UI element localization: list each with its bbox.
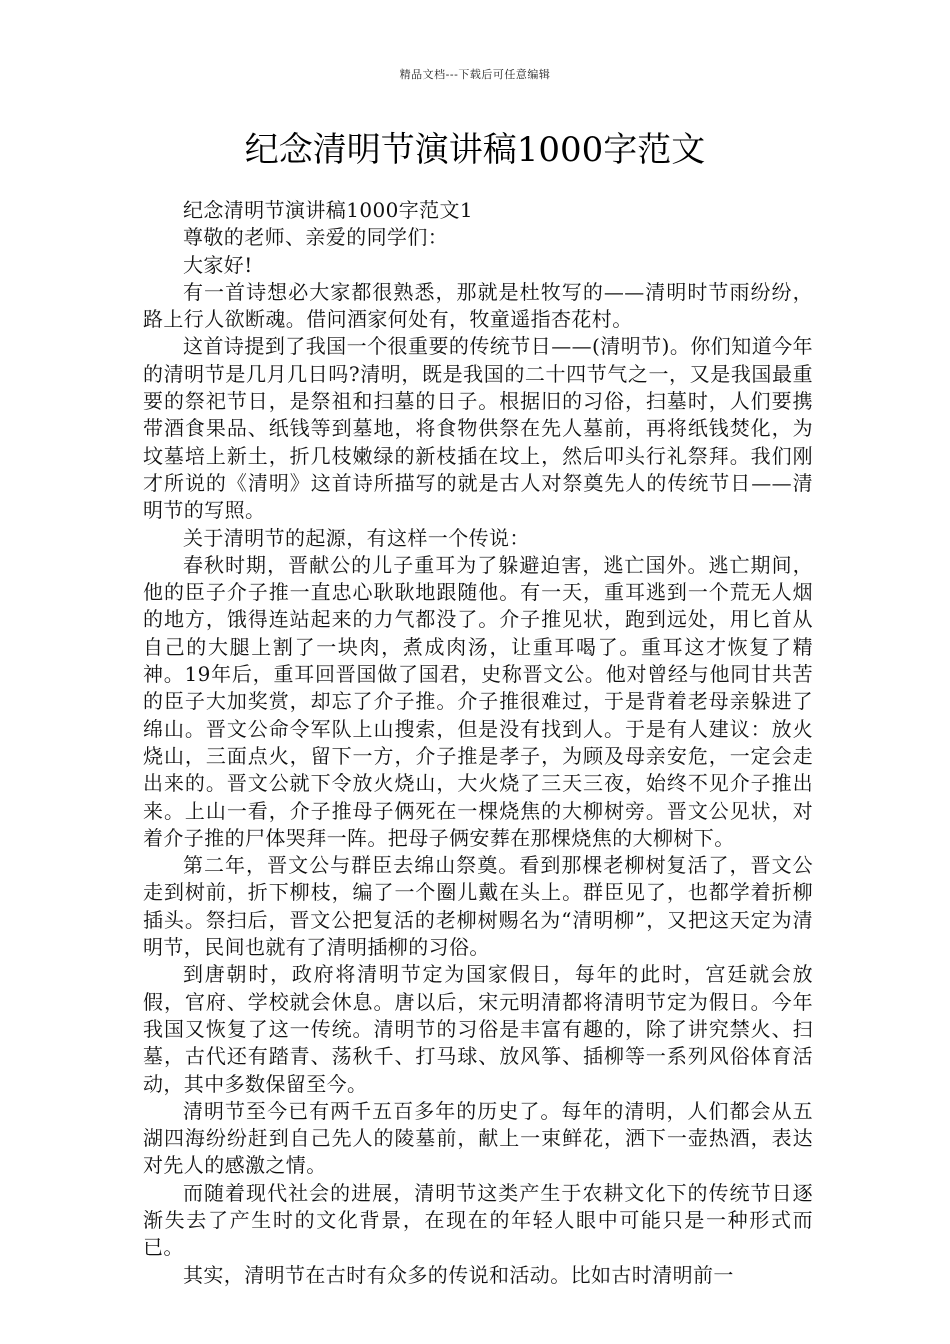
paragraph-origin-lead: 关于清明节的起源，有这样一个传说： <box>183 525 530 550</box>
paragraph-poem: 有一首诗想必大家都很熟悉，那就是杜牧写的——清明时节雨纷纷，路上行人欲断魂。借问酒家何处有，牧童遥指杏花村。 <box>143 279 813 332</box>
header-note: 精品文档---下载后可任意编辑 <box>399 68 551 81</box>
paragraph-greeting: 大家好! <box>183 252 253 277</box>
document-body <box>143 197 813 1289</box>
paragraph-festival-intro: 这首诗提到了我国一个很重要的传统节日——(清明节)。你们知道今年的清明节是几月几日吗?清明，既是我国的二十四节气之一，又是我国最重要的祭祀节日，是祭祖和扫墓的日子。根据旧的习俗，扫墓时，人们要携带酒食果品、纸钱等到墓地，将食物供祭在先人墓前，再将纸钱焚化，为坟墓培上新土，折几枝嫩绿的新枝插在坟上，然后叩头行礼祭拜。我们刚才所说的《清明》这首诗所描写的就是古人对祭奠先人的传统节日——清明节的写照。 <box>143 334 813 523</box>
paragraph-legend: 春秋时期，晋献公的儿子重耳为了躲避迫害，逃亡国外。逃亡期间，他的臣子介子推一直忠心耿耿地跟随他。有一天，重耳逃到一个荒无人烟的地方，饿得连站起来的力气都没了。介子推见状，跑到远处，用匕首从自己的大腿上割了一块肉，煮成肉汤，让重耳喝了。重耳这才恢复了精神。19年后，重耳回晋国做了国君，史称晋文公。他对曾经与他同甘共苦的臣子大加奖赏，却忘了介子推。介子推很难过，于是背着老母亲躲进了绵山。晋文公命令军队上山搜索，但是没有找到人。于是有人建议：放火烧山，三面点火，留下一方，介子推是孝子，为顾及母亲安危，一定会走出来的。晋文公就下令放火烧山，大火烧了三天三夜，始终不见介子推出来。上山一看，介子推母子俩死在一棵烧焦的大柳树旁。晋文公见状，对着介子推的尸体哭拜一阵。把母子俩安葬在那棵烧焦的大柳树下。 <box>143 552 813 850</box>
paragraph-willow: 第二年，晋文公与群臣去绵山祭奠。看到那棵老柳树复活了，晋文公走到树前，折下柳枝，编了一个圈儿戴在头上。群臣见了，也都学着折柳插头。祭扫后，晋文公把复活的老柳树赐名为“清明柳”，又把这天定为清明节，民间也就有了清明插柳的习俗。 <box>143 853 813 960</box>
document-title: 纪念清明节演讲稿1000字范文 <box>244 130 706 170</box>
paragraph-tang-dynasty: 到唐朝时，政府将清明节定为国家假日，每年的此时，宫廷就会放假，官府、学校就会休息。唐以后，宋元明清都将清明节定为假日。今年我国又恢复了这一传统。清明节的习俗是丰富有趣的，除了讲究禁火、扫墓，古代还有踏青、荡秋千、打马球、放风筝、插柳等一系列风俗体育活动，其中多数保留至今。 <box>143 962 813 1096</box>
paragraph-subtitle: 纪念清明节演讲稿1000字范文1 <box>183 198 474 222</box>
paragraph-history: 清明节至今已有两千五百多年的历史了。每年的清明，人们都会从五湖四海纷纷赶到自己先人的陵墓前，献上一束鲜花，洒下一壶热酒，表达对先人的感激之情。 <box>143 1098 813 1178</box>
paragraph-ancient-activities: 其实，清明节在古时有众多的传说和活动。比如古时清明前一 <box>183 1262 734 1287</box>
paragraph-salutation: 尊敬的老师、亲爱的同学们： <box>183 225 449 250</box>
paragraph-modern: 而随着现代社会的进展，清明节这类产生于农耕文化下的传统节日逐渐失去了产生时的文化背景，在现在的年轻人眼中可能只是一种形式而已。 <box>143 1180 813 1260</box>
